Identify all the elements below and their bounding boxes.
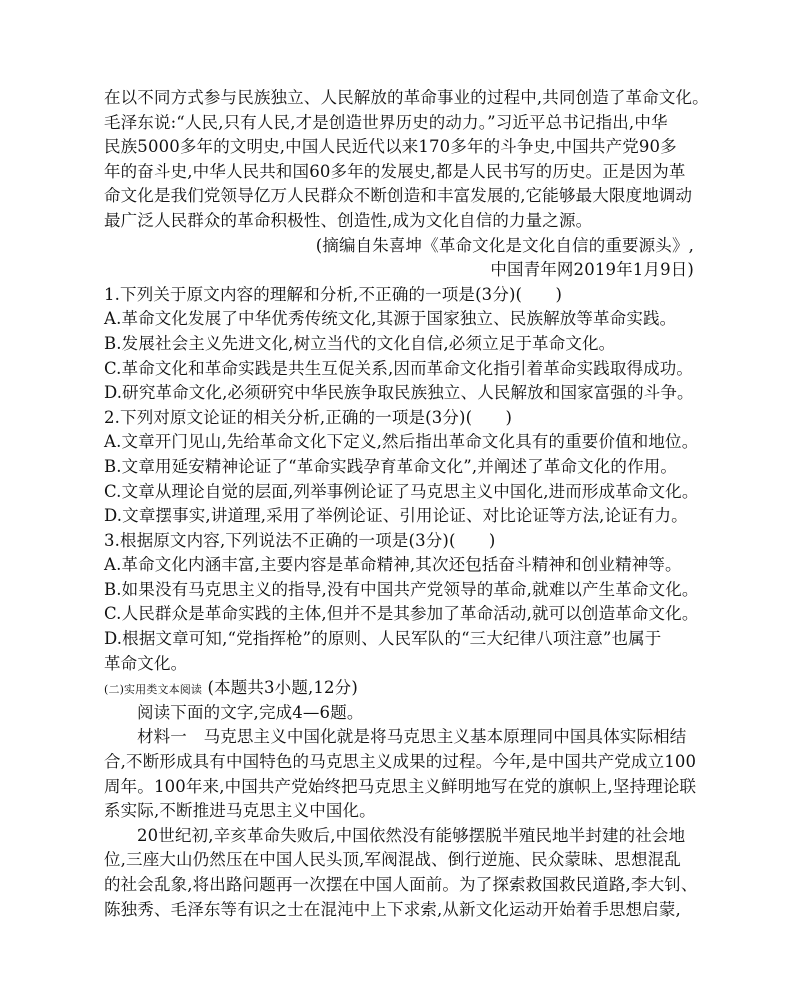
source-line-2: 中国青年网2019年1月9日) — [490, 260, 694, 280]
text-line: 毛泽东说:“人民,只有人民,才是创造世界历史的动力。”习近平总书记指出,中华 — [104, 112, 668, 132]
section-note: (本题共3小题,12分) — [207, 678, 358, 698]
text-line: 在以不同方式参与民族独立、人民解放的革命事业的过程中,共同创造了革命文化。 — [104, 88, 709, 107]
document-page — [104, 86, 709, 922]
option-d: D.根据文章可知,“党指挥枪”的原则、人民军队的“三大纪律八项注意”也属于 — [104, 629, 662, 649]
material-1 — [104, 725, 697, 823]
option-b: B.文章用延安精神论证了“革命实践孕育革命文化”,并阐述了革命文化的作用。 — [104, 456, 678, 476]
text-line: 位,三座大山仍然压在中国人民头顶,军阀混战、倒行逆施、民众蒙昧、思想混乱 — [104, 850, 681, 870]
question-stem: 3.根据原文内容,下列说法不正确的一项是(3分)( ) — [104, 530, 496, 550]
text-line: 年的奋斗史,中华人民共和国60多年的发展史,都是人民书写的历史。正是因为革 — [104, 161, 686, 181]
source-citation — [104, 234, 694, 283]
text-line: 民族5000多年的文明史,中国人民近代以来170多年的斗争史,中国共产党90多 — [104, 137, 677, 157]
option-c: C.革命文化和革命实践是共生互促关系,因而革命文化指引着革命实践取得成功。 — [104, 358, 694, 378]
option-d: D.文章摆事实,讲道理,采用了举例论证、引用论证、对比论证等方法,论证有力。 — [104, 506, 688, 526]
question-stem: 2.下列对原文论证的相关分析,正确的一项是(3分)( ) — [104, 407, 513, 427]
source-line-1: (摘编自朱喜坤《革命文化是文化自信的重要源头》, — [315, 235, 694, 255]
option-b: B.发展社会主义先进文化,树立当代的文化自信,必须立足于革命文化。 — [104, 333, 616, 353]
question-2 — [104, 406, 699, 529]
option-c: C.文章从理论自觉的层面,列举事例论证了马克思主义中国化,进而形成革命文化。 — [104, 481, 699, 501]
text-line: 20世纪初,辛亥革命失败后,中国依然没有能够摆脱半殖民地半封建的社会地 — [137, 825, 686, 845]
text-line: 最广泛人民群众的革命积极性、创造性,成为文化自信的力量之源。 — [104, 210, 593, 230]
paragraph-1 — [104, 86, 709, 234]
option-a: A.革命文化内涵丰富,主要内容是革命精神,其次还包括奋斗精神和创业精神等。 — [104, 555, 682, 575]
text-line: 系实际,不断推进马克思主义中国化。 — [104, 801, 376, 821]
text-line: 陈独秀、毛泽东等有识之士在混沌中上下求索,从新文化运动开始着手思想启蒙, — [104, 899, 681, 919]
question-1 — [104, 283, 694, 406]
text-line: 周年。100年来,中国共产党始终把马克思主义鲜明地写在党的旗帜上,坚持理论联 — [104, 776, 697, 796]
question-3 — [104, 529, 699, 677]
option-c: C.人民群众是革命实践的主体,但并不是其参加了革命活动,就可以创造革命文化。 — [104, 604, 699, 624]
option-a: A.革命文化发展了中华优秀传统文化,其源于国家独立、民族解放等革命实践。 — [104, 309, 677, 329]
text-line: 材料一 马克思主义中国化就是将马克思主义基本原理同中国具体实际相结 — [137, 727, 687, 747]
section-2-heading — [104, 676, 694, 701]
section-instruction: 阅读下面的文字,完成4—6题。 — [137, 702, 364, 722]
text-line: 合,不断形成具有中国特色的马克思主义成果的过程。今年,是中国共产党成立100 — [104, 752, 697, 772]
option-d: D.研究革命文化,必须研究中华民族争取民族独立、人民解放和国家富强的斗争。 — [104, 383, 694, 403]
question-stem: 1.下列关于原文内容的理解和分析,不正确的一项是(3分)( ) — [104, 284, 563, 304]
paragraph-last — [104, 824, 698, 922]
option-d-continued: 革命文化。 — [104, 653, 188, 673]
option-b: B.如果没有马克思主义的指导,没有中国共产党领导的革命,就难以产生革命文化。 — [104, 579, 699, 599]
text-line: 的社会乱象,将出路问题再一次摆在中国人面前。为了探索救国救民道路,李大钊、 — [104, 875, 698, 894]
section-label: (二)实用类文本阅读 — [104, 683, 203, 697]
text-line: 命文化是我们党领导亿万人民群众不断创造和丰富发展的,它能够最大限度地调动 — [104, 186, 693, 206]
option-a: A.文章开门见山,先给革命文化下定义,然后指出革命文化具有的重要价值和地位。 — [104, 432, 699, 452]
